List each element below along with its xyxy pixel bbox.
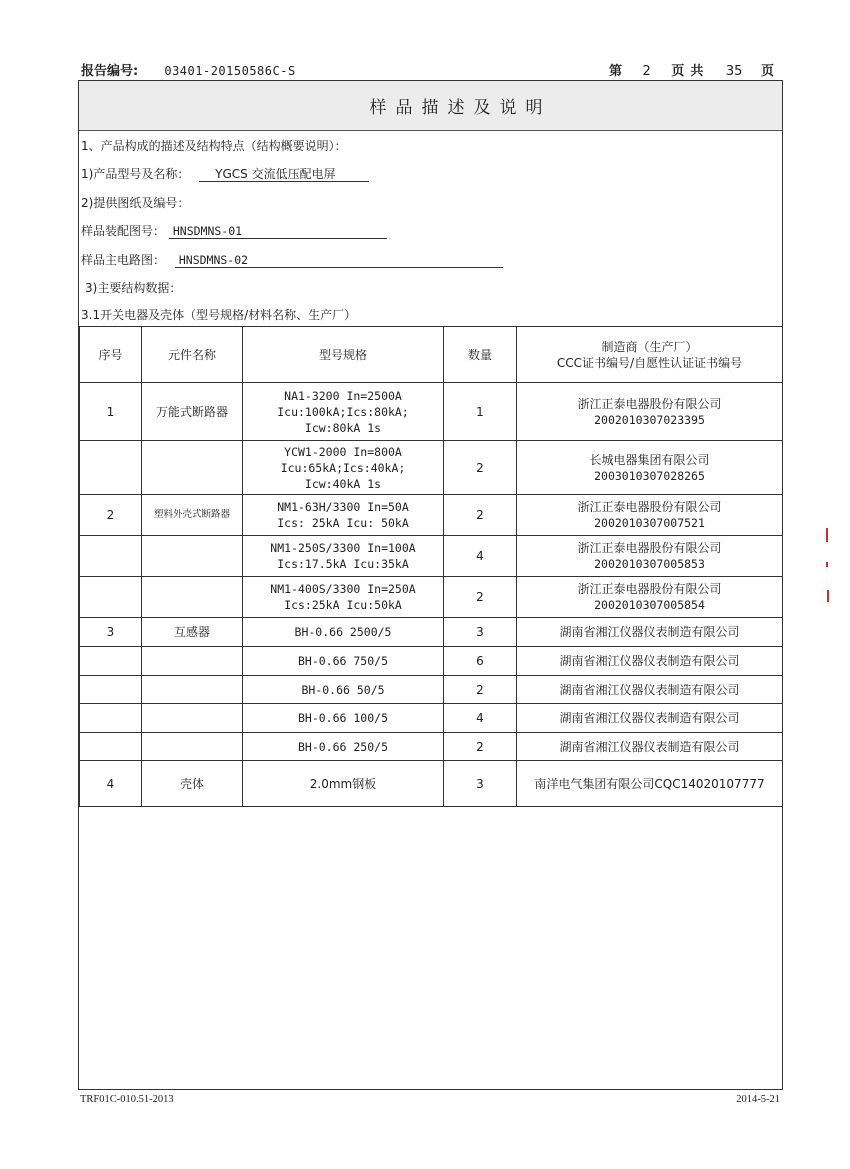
table-row: [80, 704, 783, 733]
page-total: 35: [725, 64, 743, 79]
cell-no: 1: [80, 383, 142, 441]
cell-maker-cert: 2002010307023395: [594, 412, 705, 427]
cell-no: 3: [80, 618, 142, 647]
cell-maker-cert: 2002010307005853: [594, 557, 705, 571]
col-header-component: 元件名称: [142, 327, 243, 383]
cell-maker: [517, 536, 783, 577]
cell-model-line: NM1-63H/3300 In=50A: [277, 500, 409, 514]
cell-maker-cert: 2002010307005854: [594, 598, 705, 612]
cell-model: [243, 536, 444, 577]
circuit-line: [81, 251, 503, 268]
cell-component: [142, 704, 243, 733]
table-row: [80, 536, 783, 577]
col-header-model: 型号规格: [243, 327, 444, 383]
cell-maker-name: 湖南省湘江仪器仪表制造有限公司: [517, 704, 783, 733]
table-row: [80, 618, 783, 647]
table-row: [80, 647, 783, 676]
cell-maker: [517, 495, 783, 536]
cell-qty: 4: [444, 536, 517, 577]
col-header-no: 序号: [80, 327, 142, 383]
table-row: [80, 761, 783, 807]
cell-model-line: NM1-400S/3300 In=250A: [270, 582, 416, 596]
cell-maker: [517, 577, 783, 618]
cell-maker-name: 湖南省湘江仪器仪表制造有限公司: [517, 647, 783, 676]
cell-qty: 1: [444, 383, 517, 441]
page-mid: 页共: [671, 64, 710, 79]
cell-component: [142, 647, 243, 676]
cell-maker: [517, 383, 783, 441]
cell-model-line: NM1-250S/3300 In=100A: [270, 541, 416, 555]
model-label: 1)产品型号及名称：: [81, 167, 190, 181]
cell-component: [142, 441, 243, 495]
report-number-label: 报告编号:: [81, 64, 139, 79]
switch-label: 3.1开关电器及壳体（型号规格/材料名称、生产厂）: [81, 308, 357, 322]
components-table: [79, 326, 783, 807]
cell-model: [243, 577, 444, 618]
cell-maker-name: 浙江正泰电器股份有限公司: [577, 582, 722, 596]
col-header-maker-line1: 制造商（生产厂）: [601, 339, 698, 354]
cell-qty: 4: [444, 704, 517, 733]
cell-qty: 2: [444, 577, 517, 618]
document-frame: [78, 80, 783, 1090]
model-line: [81, 165, 369, 182]
cell-maker-name: 湖南省湘江仪器仪表制造有限公司: [517, 733, 783, 761]
cell-no: [80, 647, 142, 676]
cell-model: BH-0.66 750/5: [243, 647, 444, 676]
assembly-value: HNSDMNS-01: [169, 224, 387, 239]
table-row: [80, 733, 783, 761]
report-number-value: 03401-20150586C-S: [164, 64, 296, 78]
model-value: YGCS 交流低压配电屏: [199, 167, 369, 182]
cell-no: 4: [80, 761, 142, 807]
cell-no: [80, 704, 142, 733]
cell-model: [243, 441, 444, 495]
scan-mark: [827, 590, 829, 602]
cell-model-line: NA1-3200 In=2500A: [284, 388, 402, 403]
cell-component: [142, 733, 243, 761]
cell-qty: 3: [444, 761, 517, 807]
page-suffix: 页: [760, 64, 774, 79]
table-header-row: [80, 327, 783, 383]
cell-qty: 6: [444, 647, 517, 676]
cell-no: 2: [80, 495, 142, 536]
cell-model-line: YCW1-2000 In=800A: [284, 444, 402, 459]
cell-qty: 3: [444, 618, 517, 647]
col-header-maker-line2: CCC证书编号/自愿性认证证书编号: [556, 355, 743, 370]
cell-qty: 2: [444, 495, 517, 536]
cell-no: [80, 733, 142, 761]
table-row: [80, 383, 783, 441]
cell-qty: 2: [444, 676, 517, 704]
cell-maker-name: 南洋电气集团有限公司CQC14020107777: [517, 761, 783, 807]
cell-component: [142, 536, 243, 577]
cell-component: 万能式断路器: [142, 383, 243, 441]
cell-model: 2.0mm钢板: [243, 761, 444, 807]
cell-model: BH-0.66 100/5: [243, 704, 444, 733]
table-row: [80, 441, 783, 495]
scan-mark: [826, 528, 828, 542]
cell-maker-name: 湖南省湘江仪器仪表制造有限公司: [517, 676, 783, 704]
cell-qty: 2: [444, 441, 517, 495]
drawings-label: 2)提供图纸及编号：: [81, 196, 190, 210]
cell-maker-name: 浙江正泰电器股份有限公司: [577, 500, 722, 514]
cell-no: [80, 577, 142, 618]
scan-mark: [826, 562, 828, 567]
table-row: [80, 495, 783, 536]
page-current: 2: [642, 64, 651, 79]
assembly-label: 样品装配图号：: [81, 224, 166, 238]
form-date: 2014-5-21: [736, 1094, 780, 1105]
cell-model: BH-0.66 250/5: [243, 733, 444, 761]
form-code: TRF01C-010.51-2013: [80, 1094, 174, 1105]
cell-model: BH-0.66 2500/5: [243, 618, 444, 647]
circuit-label: 样品主电路图：: [81, 253, 166, 267]
cell-model-line: Ics:25kA Icu:50kA: [284, 598, 402, 612]
cell-model-line: Icu:65kA;Ics:40kA;: [280, 460, 406, 475]
cell-maker: [517, 441, 783, 495]
cell-model-line: Ics: 25kA Icu: 50kA: [277, 516, 409, 530]
cell-model-line: Icu:100kA;Ics:80kA;: [277, 404, 409, 419]
cell-qty: 2: [444, 733, 517, 761]
title-bar: [79, 81, 782, 131]
page-title: 样品描述及说明: [369, 98, 552, 118]
cell-no: [80, 676, 142, 704]
cell-maker-cert: 2002010307007521: [594, 516, 705, 530]
cell-no: [80, 536, 142, 577]
structure-label: 3)主要结构数据：: [85, 281, 182, 295]
circuit-value: HNSDMNS-02: [175, 253, 503, 268]
table-row: [80, 676, 783, 704]
cell-model-line: Icw:80kA 1s: [304, 420, 382, 435]
cell-model: [243, 383, 444, 441]
cell-model: BH-0.66 50/5: [243, 676, 444, 704]
col-header-qty: 数量: [444, 327, 517, 383]
cell-maker-name: 长城电器集团有限公司: [589, 452, 710, 467]
cell-component: 壳体: [142, 761, 243, 807]
page-indicator: [609, 60, 774, 79]
table-row: [80, 577, 783, 618]
cell-component: [142, 676, 243, 704]
cell-no: [80, 441, 142, 495]
assembly-line: [81, 222, 387, 239]
cell-model-line: Ics:17.5kA Icu:35kA: [277, 557, 409, 571]
cell-component: 塑料外壳式断路器: [142, 495, 243, 536]
cell-maker-name: 浙江正泰电器股份有限公司: [577, 396, 722, 411]
cell-maker-name: 浙江正泰电器股份有限公司: [577, 541, 722, 555]
cell-model-line: Icw:40kA 1s: [304, 476, 382, 491]
cell-component: [142, 577, 243, 618]
cell-maker-name: 湖南省湘江仪器仪表制造有限公司: [517, 618, 783, 647]
col-header-maker: [517, 327, 783, 383]
section-1-heading: 1、产品构成的描述及结构特点（结构概要说明）：: [81, 139, 347, 153]
cell-component: 互感器: [142, 618, 243, 647]
report-number: [81, 60, 296, 79]
page-prefix: 第: [609, 64, 623, 79]
cell-model: [243, 495, 444, 536]
cell-maker-cert: 2003010307028265: [594, 468, 705, 483]
